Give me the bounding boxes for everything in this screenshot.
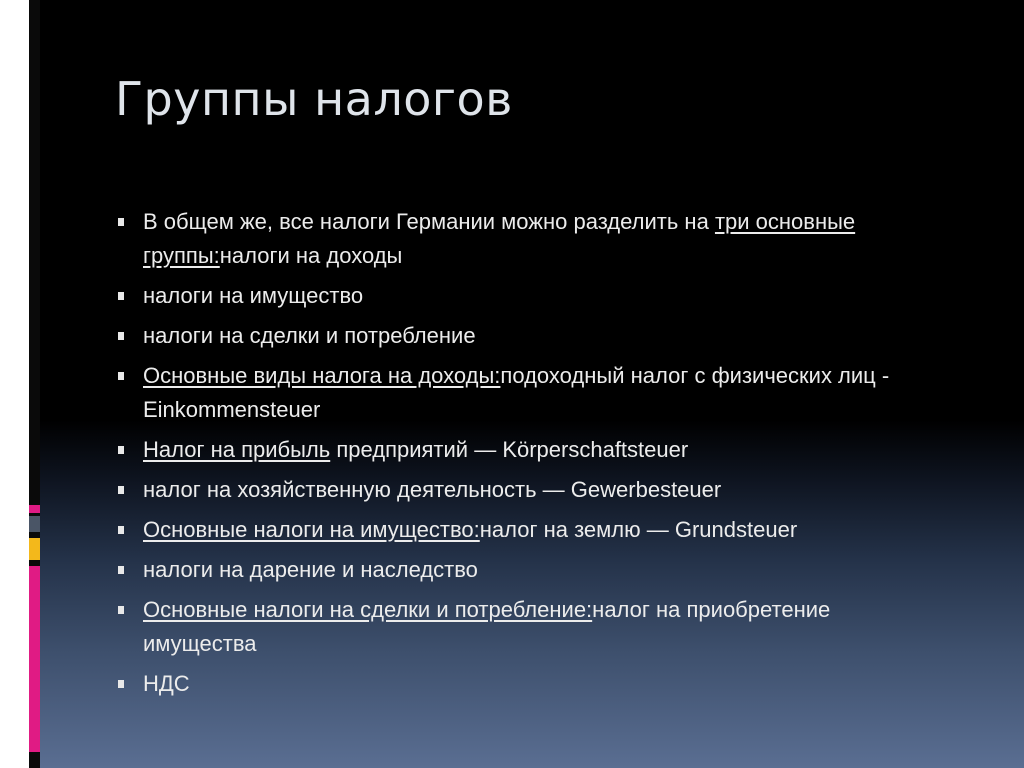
bullet-square-icon: [118, 526, 124, 534]
bullet-text: налоги на доходы: [219, 243, 403, 268]
bullet-text: налог на хозяйственную деятельность — Gewerbesteuer: [143, 477, 722, 502]
bullet-text: налоги на дарение и наследство: [143, 557, 478, 582]
bullet-text: В общем же, все налоги Германии можно разделить на: [143, 209, 715, 234]
bullet-underlined-text: Налог на прибыль: [143, 437, 331, 462]
bullet-square-icon: [118, 446, 124, 454]
accent-bar-magenta-long: [29, 566, 40, 752]
bullet-item: [118, 279, 918, 313]
bullet-underlined-text: Основные налоги на сделки и потребление:: [143, 597, 593, 622]
bullet-text: налог на приобретение имущества: [143, 597, 831, 656]
bullet-square-icon: [118, 332, 124, 340]
bullet-text: налог на землю — Grundsteuer: [479, 517, 798, 542]
bullet-underlined-text: три основные группы:: [143, 209, 856, 268]
bullet-text: НДС: [143, 671, 190, 696]
bullet-item: [118, 359, 918, 427]
bullet-square-icon: [118, 486, 124, 494]
bullet-item: [118, 667, 918, 701]
bullet-square-icon: [118, 680, 124, 688]
bullet-item: [118, 205, 918, 273]
bullet-underlined-text: Основные виды налога на доходы:: [143, 363, 501, 388]
slide-title: Группы налогов: [115, 72, 513, 126]
bullet-text: подоходный налог с физических лиц - Einkommensteuer: [143, 363, 890, 422]
bullet-item: [118, 319, 918, 353]
bullet-item: [118, 473, 918, 507]
bullet-square-icon: [118, 606, 124, 614]
bullet-underlined-text: Основные налоги на имущество:: [143, 517, 480, 542]
bullet-item: [118, 553, 918, 587]
bullet-item: [118, 593, 918, 661]
bullet-square-icon: [118, 218, 124, 226]
bullet-text: налоги на имущество: [143, 283, 364, 308]
bullet-square-icon: [118, 566, 124, 574]
accent-bar-gray: [29, 516, 40, 532]
bullet-square-icon: [118, 372, 124, 380]
accent-bar-magenta-small: [29, 505, 40, 513]
bullet-item: [118, 513, 918, 547]
bullet-list: [118, 205, 918, 707]
bullet-text: предприятий — Körperschaftsteuer: [330, 437, 689, 462]
bullet-square-icon: [118, 292, 124, 300]
bullet-item: [118, 433, 918, 467]
accent-bar-yellow: [29, 538, 40, 560]
bullet-text: налоги на сделки и потребление: [143, 323, 476, 348]
